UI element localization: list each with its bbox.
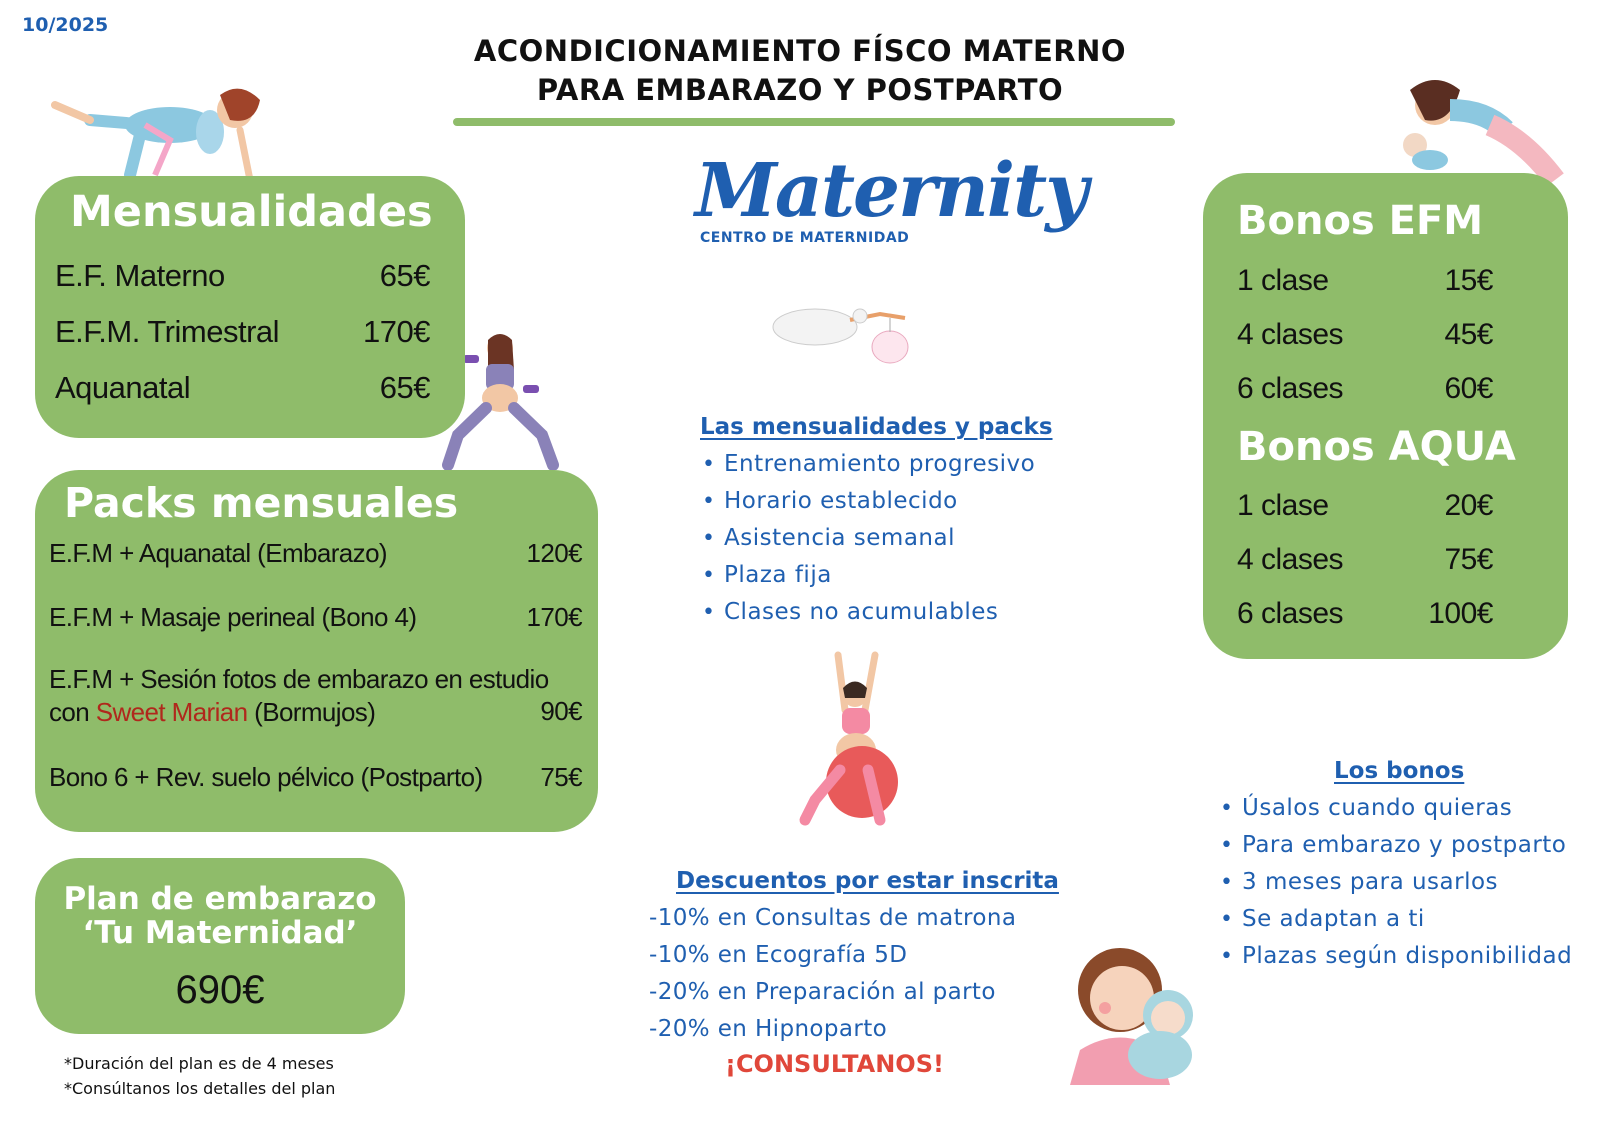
plan-note: *Duración del plan es de 4 meses	[64, 1054, 334, 1073]
bonos-aqua-title: Bonos AQUA	[1237, 424, 1516, 470]
pack-price: 75€	[540, 762, 582, 792]
plan-price: 690€	[175, 968, 265, 1012]
plan-title-line-1: Plan de embarazo	[63, 881, 377, 917]
bono-row	[1237, 543, 1493, 577]
bonos-efm-title: Bonos EFM	[1237, 198, 1484, 244]
bonos-info-heading: Los bonos	[1334, 758, 1465, 784]
pack-price: 170€	[526, 602, 582, 632]
logo-subtitle: CENTRO DE MATERNIDAD	[700, 230, 910, 246]
bono-row	[1237, 489, 1493, 523]
list-item: • Se adaptan a ti	[1218, 901, 1572, 938]
pack-label-suffix: (Bormujos)	[247, 697, 376, 727]
mensualidad-label: Aquanatal	[55, 370, 191, 405]
pack-label-line-2	[49, 697, 582, 728]
list-item: • Horario establecido	[700, 483, 1053, 520]
plan-note: *Consúltanos los detalles del plan	[64, 1079, 336, 1098]
plan-title	[35, 882, 405, 950]
pack-row	[49, 762, 582, 793]
pack-row	[49, 664, 582, 728]
page-title	[450, 32, 1150, 110]
stork-illustration	[760, 292, 915, 372]
bono-price: 20€	[1444, 489, 1493, 522]
list-item: • Para embarazo y postparto	[1218, 827, 1572, 864]
bono-row	[1237, 597, 1493, 631]
mensualidad-price: 170€	[363, 314, 430, 349]
sweet-marian-highlight: Sweet Marian	[95, 697, 248, 727]
bono-price: 15€	[1444, 264, 1493, 297]
list-item: • Plaza fija	[700, 557, 1053, 594]
plan-title-line-2: ‘Tu Maternidad’	[82, 915, 358, 951]
bono-label: 6 clases	[1237, 597, 1344, 630]
date-label: 10/2025	[22, 14, 109, 36]
pack-label: Bono 6 + Rev. suelo pélvico (Postparto)	[49, 762, 483, 792]
bono-row	[1237, 372, 1493, 406]
bono-row	[1237, 318, 1493, 352]
bono-label: 6 clases	[1237, 372, 1344, 405]
pack-label-prefix: con	[49, 697, 96, 727]
title-line-2: PARA EMBARAZO Y POSTPARTO	[536, 73, 1064, 107]
bono-price: 45€	[1444, 318, 1493, 351]
consultanos-cta: ¡CONSULTANOS!	[725, 1050, 944, 1078]
title-underline	[453, 118, 1175, 126]
mensualidad-label: E.F. Materno	[55, 258, 225, 293]
bono-row	[1237, 264, 1493, 298]
bono-label: 1 clase	[1237, 489, 1329, 522]
list-item: • Plazas según disponibilidad	[1218, 938, 1572, 975]
pack-label: E.F.M + Masaje perineal (Bono 4)	[49, 602, 417, 632]
mensualidad-row	[55, 370, 430, 406]
bonos-info-list	[1218, 790, 1572, 975]
list-item: • Clases no acumulables	[700, 594, 1053, 631]
title-line-1: ACONDICIONAMIENTO FÍSCO MATERNO	[473, 34, 1127, 68]
bonos-panel	[1203, 173, 1568, 659]
bono-price: 75€	[1444, 543, 1493, 576]
mensualidad-label: E.F.M. Trimestral	[55, 314, 280, 349]
pack-label: E.F.M + Aquanatal (Embarazo)	[49, 538, 387, 568]
list-item: -20% en Preparación al parto	[649, 979, 996, 1005]
pack-label-line-1: E.F.M + Sesión fotos de embarazo en estudio	[49, 664, 549, 694]
pack-price: 120€	[526, 538, 582, 568]
bono-label: 4 clases	[1237, 543, 1344, 576]
list-item: • Úsalos cuando quieras	[1218, 790, 1572, 827]
mensualidad-row	[55, 258, 430, 294]
mensualidades-info-heading: Las mensualidades y packs	[700, 414, 1053, 440]
descuentos-section	[649, 868, 1059, 1078]
bono-label: 1 clase	[1237, 264, 1329, 297]
list-item: -20% en Hipnoparto	[649, 1016, 888, 1042]
list-item: -10% en Consultas de matrona	[649, 905, 1017, 931]
mensualidad-row	[55, 314, 430, 350]
mensualidades-info-list	[700, 446, 1053, 631]
bono-price: 100€	[1428, 597, 1493, 630]
mensualidades-title: Mensualidades	[70, 187, 433, 237]
packs-title: Packs mensuales	[64, 479, 459, 527]
descuentos-heading: Descuentos por estar inscrita	[676, 868, 1059, 894]
mensualidad-price: 65€	[379, 370, 430, 405]
maternity-logo: Maternity	[695, 148, 1087, 234]
list-item: -10% en Ecografía 5D	[649, 942, 908, 968]
mother-baby-illustration	[1060, 930, 1215, 1085]
list-item: • 3 meses para usarlos	[1218, 864, 1572, 901]
bono-price: 60€	[1444, 372, 1493, 405]
bono-label: 4 clases	[1237, 318, 1344, 351]
list-item: • Asistencia semanal	[700, 520, 1053, 557]
pack-row	[49, 538, 582, 569]
bonos-info	[1218, 758, 1572, 975]
list-item: • Entrenamiento progresivo	[700, 446, 1053, 483]
mensualidades-info	[700, 414, 1053, 631]
descuentos-list	[649, 900, 1059, 1048]
pack-row	[49, 602, 582, 633]
exercise-woman-illustration	[50, 80, 265, 190]
pack-price: 90€	[540, 696, 582, 726]
mensualidad-price: 65€	[379, 258, 430, 293]
ball-exercise-illustration	[790, 650, 920, 850]
